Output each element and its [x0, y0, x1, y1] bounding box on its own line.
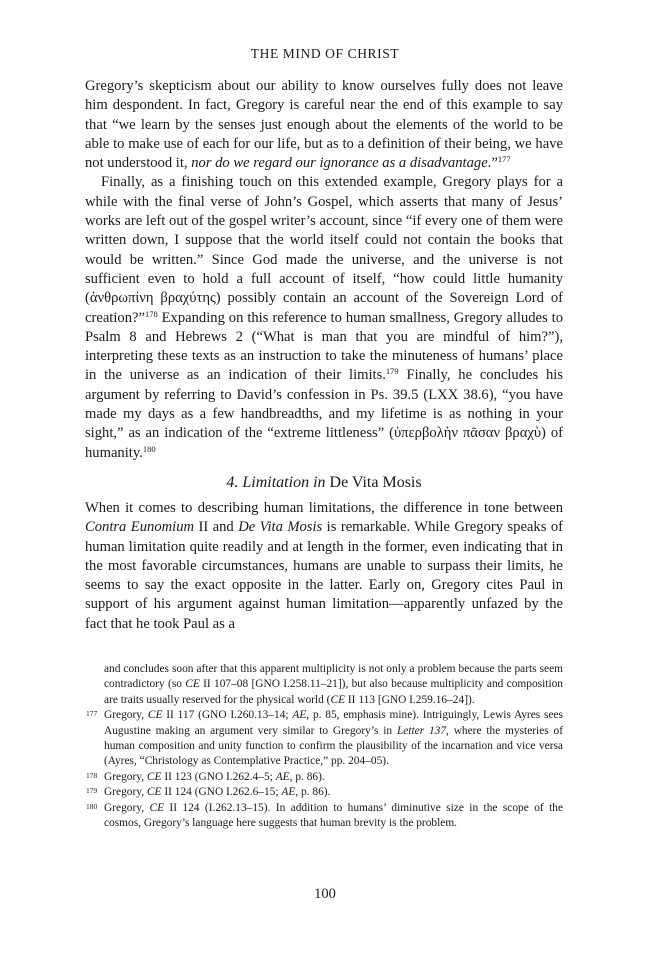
abbrev: AE: [275, 770, 290, 783]
footnote-body: [104, 708, 563, 770]
footnote-number: 178: [86, 770, 98, 780]
footnote-continuation: [104, 662, 563, 708]
footnote-text: Gregory,: [104, 801, 150, 814]
footnote-179: [86, 785, 563, 800]
footnote-text: , p. 86).: [295, 786, 331, 799]
paragraph-text: is remarkable. While Gregory speaks of human limitation quite readily and at length in the former, even indicating that in the most favorable circumstances, humans are unable to surpass their limits, he seems to say the exact opposite in the latter. Early on, Gregory cites Paul in support of his argument against human limitation—apparently unfazed by the fact that he took Paul as a: [85, 519, 563, 632]
footnote-body: [104, 770, 563, 785]
abbrev: CE: [146, 786, 162, 799]
paragraph-text: Expanding on this reference to human smallness, Gregory alludes to Psalm 8 and Hebrews 2 (“What is man that you are mindful of him?”), interpreting these texts as an instruction to take the minuteness of humans’ place in the universe as an indication of their limits.: [85, 309, 563, 384]
section-heading: [85, 472, 563, 494]
footnote-number: 179: [86, 786, 98, 796]
emphasis-text: nor do we regard our ignorance as a disadvantage: [191, 155, 488, 172]
paragraph-text: .”: [487, 155, 498, 172]
footnote-178: [86, 770, 563, 785]
abbrev: CE: [330, 693, 346, 706]
footnote-177: [86, 708, 563, 770]
abbrev: CE: [149, 801, 165, 814]
footnote-text: Gregory,: [104, 709, 148, 722]
footnote-ref[interactable]: 180: [142, 443, 156, 454]
page-number: 100: [314, 886, 336, 902]
abbrev: AE: [281, 786, 296, 799]
footnote-text: II 117 (GNO I.260.13–14;: [162, 709, 293, 722]
footnote-text: II 124 (I.262.13–15). In addition to humans’ diminutive size in the scope of the cosmos, Gregory’s language here suggests that human brevity is the problem.: [104, 801, 563, 830]
footnote-text: II 124 (GNO I.262.6–15;: [161, 786, 282, 799]
work-title: Letter 137: [396, 724, 447, 737]
footnote-text: II 107–08 [GNO I.258.11–21]), but also because multiplicity and composition are traits usually reserved for the physical world (: [104, 678, 563, 706]
paragraph-text: Finally, he concludes his argument by referring to David’s confession in Ps. 39.5 (LXX 38.6), “you have made my days as a few handbreadths, and my lifetime is as nothing in your sight,” as an indication of the “extreme littleness” (ὑπερβολὴν πᾶσαν βραχὺ) of humanity.: [85, 367, 563, 461]
footnote-body: [104, 785, 563, 800]
footnote-text: and concludes soon after that this apparent multiplicity is not only a problem because the parts seem contradictory (so: [104, 663, 563, 691]
paragraph-skepticism: [85, 77, 563, 173]
footnote-text: Gregory,: [104, 786, 147, 799]
section-title-italic: Limitation in: [242, 473, 326, 491]
footnote-text: , where the mysteries of human composition and unity function to confirm the plausibility of the incarnation and vice versa (Ayres, “Christology as Contemplative Practice,” pp. 204–05).: [104, 724, 563, 768]
abbrev: CE: [185, 678, 200, 691]
section-number: 4.: [226, 473, 239, 491]
paragraph-text: Finally, as a finishing touch on this extended example, Gregory plays for a while with the final verse of John’s Gospel, which asserts that many of Jesus’ works are left out of the gospel writer’s account, since “if every one of them were written down, I suppose that the world itself could not contain the books that would be written.” Since God made the universe, and the universe is not sufficient even to hold a full account of itself, “how could little humanity (ἀνθρωπίνη βραχύτης) possibly contain an account of the Sovereign Lord of creation?”: [85, 174, 563, 326]
footnote-text: II 113 [GNO I.259.16–24]).: [345, 693, 475, 706]
footnote-number: 180: [86, 801, 98, 811]
footnote-180: [86, 801, 563, 832]
footnote-text: , p. 85, emphasis mine). Intriguingly, Lewis Ayres sees Augustine making an argument very similar to Gregory’s in: [104, 709, 563, 737]
footnote-body: [104, 801, 563, 832]
running-head: THE MIND OF CHRIST: [250, 46, 400, 61]
paragraph-text: II and: [194, 519, 239, 536]
footnote-ref[interactable]: 179: [385, 366, 399, 377]
footnote-text: Gregory,: [104, 770, 147, 783]
abbrev: AE: [292, 709, 307, 722]
paragraph-finally: [85, 173, 563, 462]
footnote-ref[interactable]: 177: [497, 154, 511, 165]
section-title-roman: De Vita Mosis: [329, 473, 422, 491]
abbrev: CE: [147, 709, 163, 722]
footnote-text: , p. 86).: [289, 770, 325, 783]
footnotes: [86, 662, 563, 831]
main-text: [85, 77, 563, 634]
paragraph-text: Gregory’s skepticism about our ability to know ourselves fully does not leave him despondent. In fact, Gregory is careful near the end of this example to say that “we learn by the senses just enough about the elements of the world to be able to make use of each for our life, but as to a definition of their being, we have not understood it,: [85, 78, 563, 172]
footnote-number: 177: [86, 709, 98, 719]
paragraph-limitations: [85, 499, 563, 634]
footnote-ref[interactable]: 178: [144, 308, 158, 319]
work-title: Contra Eunomium: [85, 519, 195, 536]
work-title: De Vita Mosis: [238, 519, 323, 536]
paragraph-text: When it comes to describing human limitations, the difference in tone between: [85, 499, 563, 516]
abbrev: CE: [146, 770, 162, 783]
footnote-text: II 123 (GNO I.262.4–5;: [161, 770, 276, 783]
